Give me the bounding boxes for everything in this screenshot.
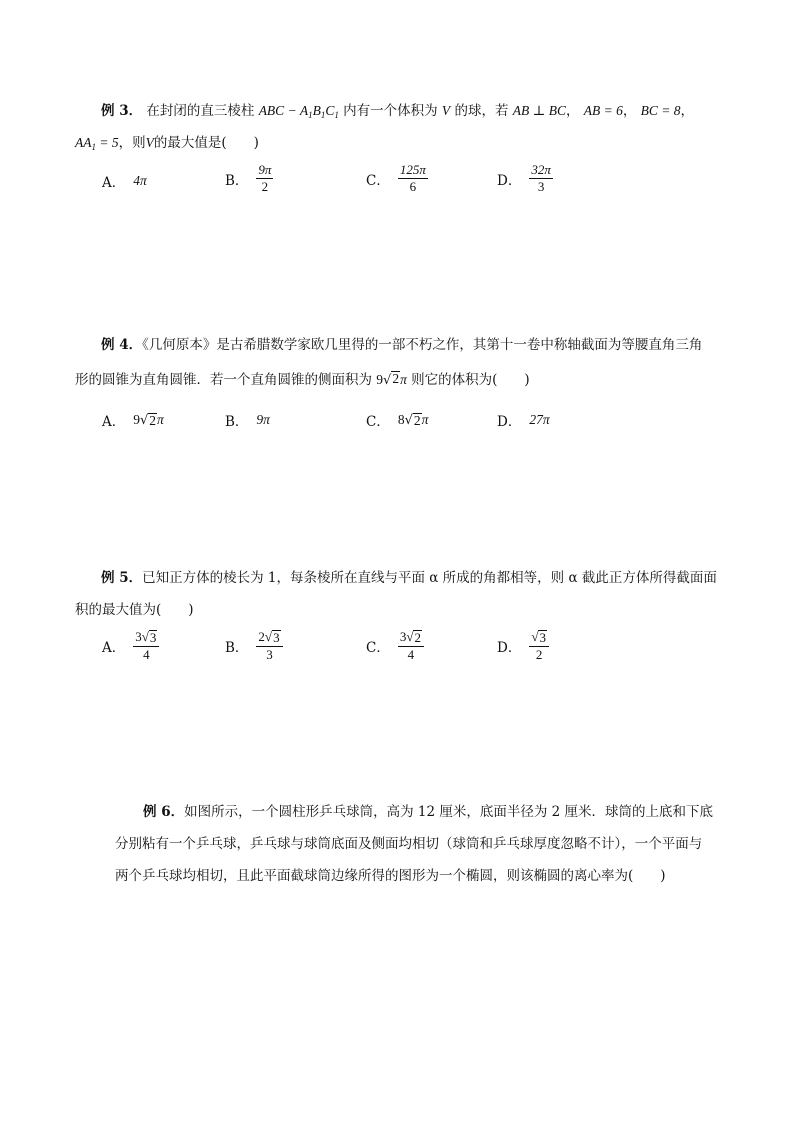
option-3c[interactable]: C． $\frac{125\pi}{6}$ (366, 162, 426, 194)
fraction: 2 √ 3 3 (256, 630, 282, 662)
option-3a[interactable]: A． 4π (102, 173, 147, 191)
bc-length: BC = 8 (640, 103, 681, 118)
perpendicular-condition: AB ⊥ BC (512, 103, 566, 118)
fraction: $\frac{9\pi}{2}$ (258, 162, 272, 194)
question-3-ask: 的最大值是( ) (153, 135, 259, 151)
option-4d[interactable]: D． 27π (497, 412, 550, 430)
option-5b[interactable]: B． 2 √ 3 3 (225, 630, 283, 662)
question-3-text-3: 的球，若 (454, 103, 509, 119)
question-6-line-2: 分别粘有一个乒乓球，乒乓球与球筒底面及侧面均相切（球筒和乒乓球厚度忽略不计），一个平面与 (115, 836, 703, 852)
fraction: $\frac{125\pi}{6}$ (399, 162, 426, 194)
option-5c[interactable]: C． 3 √ 2 4 (366, 630, 424, 662)
question-5-tag: 例 5． (101, 570, 143, 586)
question-3-line-2: $AA_1 = 5$，则V的最大值是( ) (75, 135, 259, 152)
ab-length: AB = 6 (583, 103, 623, 118)
question-3-text-2: 内有一个体积为 (343, 103, 438, 119)
aa1-length: $AA_1 = 5$ (75, 135, 119, 152)
option-5a[interactable]: A． 3 √ 3 4 (102, 630, 159, 662)
question-6-line-3: 两个乒乓球均相切，且此平面截球筒边缘所得的图形为一个椭圆，则该椭圆的离心率为( ) (115, 868, 666, 884)
prism-name: ABC − $A_1B_1C_1$ (258, 103, 339, 120)
question-5-line-1: 例 5．已知正方体的棱长为 1，每条棱所在直线与平面 α 所成的角都相等，则 α 截此正方体所得截面面 (101, 570, 717, 586)
question-3-tag: 例 3． (101, 103, 143, 119)
volume-symbol: V (441, 103, 451, 118)
option-3b[interactable]: B． $\frac{9\pi}{2}$ (225, 162, 272, 194)
question-5-line-2: 积的最大值为( ) (75, 602, 194, 618)
question-6-tag: 例 6． (143, 804, 185, 820)
fraction: √ 3 2 (529, 630, 549, 662)
question-4-line-1: 例 4．《几何原本》是古希腊数学家欧几里得的一部不朽之作，其第十一卷中称轴截面为等腰直角三角 (101, 337, 703, 353)
option-4a[interactable]: A． 9 √ 2 π (102, 412, 164, 430)
option-4b[interactable]: B． 9π (225, 412, 270, 430)
fraction: 3 √ 2 4 (398, 630, 424, 662)
question-4-line-2: 形的圆锥为直角圆锥．若一个直角圆锥的侧面积为 9 √ 2 π 则它的体积为( ) (75, 370, 530, 391)
question-6-line-1: 例 6．如图所示，一个圆柱形乒乓球筒，高为 12 厘米，底面半径为 2 厘米．球筒的上底和下底 (143, 804, 714, 820)
question-4-tag: 例 4． (101, 337, 143, 353)
fraction: 3 √ 3 4 (133, 630, 159, 662)
option-5d[interactable]: D． √ 3 2 (497, 630, 549, 662)
question-3-line-1: 例 3． 在封闭的直三棱柱 ABC − $A_1B_1C_1$ 内有一个体积为 V 的球，若 AB ⊥ BC， AB = 6， BC = 8， (101, 103, 695, 120)
option-3d[interactable]: D． $\frac{32\pi}{3}$ (497, 162, 551, 194)
question-3-text-1: 在封闭的直三棱柱 (146, 103, 255, 119)
option-4c[interactable]: C． 8 √ 2 π (366, 412, 429, 430)
fraction: $\frac{32\pi}{3}$ (531, 162, 551, 194)
